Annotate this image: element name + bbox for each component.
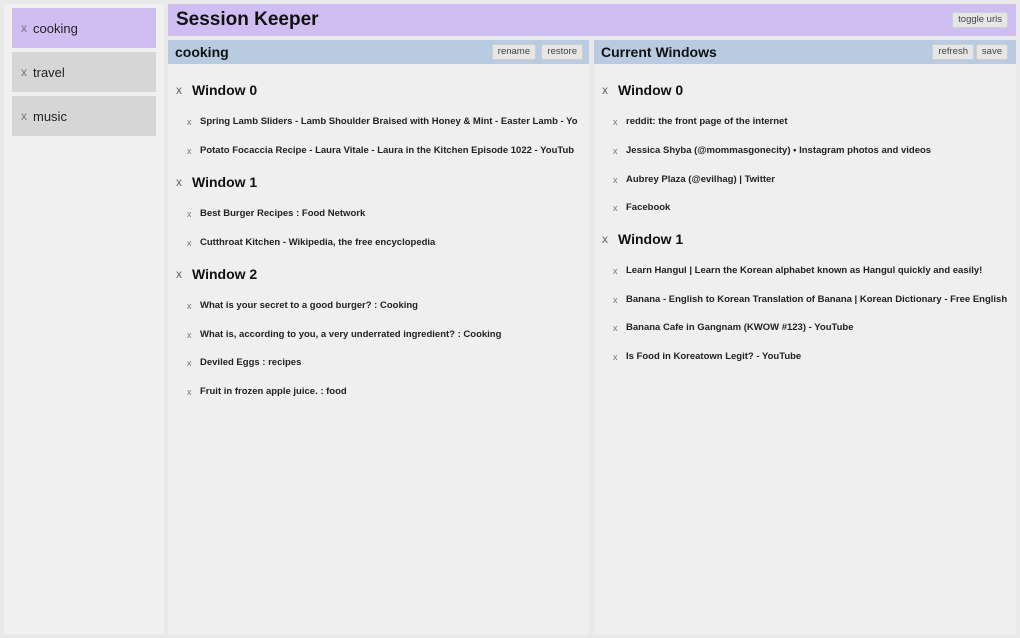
close-icon[interactable]: x <box>187 386 192 397</box>
close-icon[interactable]: x <box>21 21 27 35</box>
close-icon[interactable]: x <box>613 351 618 362</box>
close-icon[interactable]: x <box>187 208 192 219</box>
tab-title[interactable]: reddit: the front page of the internet <box>626 116 788 127</box>
window-title: Window 1 <box>192 174 258 190</box>
session-panel-title: cooking <box>175 44 229 60</box>
tab-item[interactable] <box>187 208 583 219</box>
window-title: Window 0 <box>618 82 684 98</box>
close-icon[interactable]: x <box>176 267 182 281</box>
close-icon[interactable]: x <box>613 322 618 333</box>
tab-item[interactable] <box>187 116 583 127</box>
tab-item[interactable] <box>187 145 583 156</box>
session-item-travel[interactable] <box>12 52 156 92</box>
session-item-music[interactable] <box>12 96 156 136</box>
tab-item[interactable] <box>187 386 583 397</box>
tab-item[interactable] <box>187 300 583 311</box>
refresh-button[interactable]: refresh <box>932 44 974 60</box>
session-label: travel <box>33 64 65 80</box>
rename-button[interactable]: rename <box>492 44 536 60</box>
tab-item[interactable] <box>187 237 583 248</box>
close-icon[interactable]: x <box>613 202 618 213</box>
save-button[interactable]: save <box>976 44 1008 60</box>
close-icon[interactable]: x <box>613 265 618 276</box>
close-icon[interactable]: x <box>613 145 618 156</box>
close-icon[interactable]: x <box>21 109 27 123</box>
window-title: Window 1 <box>618 231 684 247</box>
app-header <box>168 4 1016 36</box>
tab-item[interactable] <box>613 322 1011 333</box>
tab-title[interactable]: Learn Hangul | Learn the Korean alphabet known as Hangul quickly and easily! <box>626 265 983 276</box>
app-title: Session Keeper <box>176 9 319 30</box>
close-icon[interactable]: x <box>613 174 618 185</box>
window-header <box>602 231 683 247</box>
close-icon[interactable]: x <box>613 294 618 305</box>
close-icon[interactable]: x <box>21 65 27 79</box>
tab-title[interactable]: Cutthroat Kitchen - Wikipedia, the free encyclopedia <box>200 237 436 248</box>
close-icon[interactable]: x <box>187 145 192 156</box>
tab-title[interactable]: Potato Focaccia Recipe - Laura Vitale - Laura in the Kitchen Episode 1022 - YouTub <box>200 145 575 156</box>
window-header <box>176 82 257 98</box>
close-icon[interactable]: x <box>187 116 192 127</box>
current-windows-title: Current Windows <box>601 44 717 60</box>
window-header <box>602 82 683 98</box>
session-label: music <box>33 108 67 124</box>
close-icon[interactable]: x <box>613 116 618 127</box>
tab-title[interactable]: What is, according to you, a very underrated ingredient? : Cooking <box>200 329 502 340</box>
close-icon[interactable]: x <box>187 237 192 248</box>
close-icon[interactable]: x <box>602 232 608 246</box>
tab-item[interactable] <box>187 357 583 368</box>
tab-item[interactable] <box>613 265 1011 276</box>
sidebar <box>4 4 164 634</box>
current-windows-panel <box>594 40 1016 634</box>
restore-button[interactable]: restore <box>541 44 583 60</box>
close-icon[interactable]: x <box>187 300 192 311</box>
tab-title[interactable]: Banana Cafe in Gangnam (KWOW #123) - YouTube <box>626 322 854 333</box>
current-windows-header <box>594 40 1016 64</box>
session-item-cooking[interactable] <box>12 8 156 48</box>
close-icon[interactable]: x <box>176 83 182 97</box>
tab-item[interactable] <box>187 329 583 340</box>
tab-title[interactable]: Best Burger Recipes : Food Network <box>200 208 366 219</box>
tab-item[interactable] <box>613 145 1011 156</box>
session-label: cooking <box>33 20 78 36</box>
close-icon[interactable]: x <box>187 357 192 368</box>
close-icon[interactable]: x <box>187 329 192 340</box>
tab-title[interactable]: Aubrey Plaza (@evilhag) | Twitter <box>626 174 775 185</box>
window-header <box>176 266 257 282</box>
tab-item[interactable] <box>613 202 1011 213</box>
tab-title[interactable]: Banana - English to Korean Translation of Banana | Korean Dictionary - Free English <box>626 294 1008 305</box>
tab-title[interactable]: Is Food in Koreatown Legit? - YouTube <box>626 351 802 362</box>
tab-item[interactable] <box>613 174 1011 185</box>
close-icon[interactable]: x <box>176 175 182 189</box>
tab-title[interactable]: What is your secret to a good burger? : Cooking <box>200 300 418 311</box>
tab-title[interactable]: Facebook <box>626 202 671 213</box>
tab-title[interactable]: Deviled Eggs : recipes <box>200 357 302 368</box>
toggle-urls-button[interactable]: toggle urls <box>952 12 1008 28</box>
tab-item[interactable] <box>613 351 1011 362</box>
tab-title[interactable]: Spring Lamb Sliders - Lamb Shoulder Braised with Honey & Mint - Easter Lamb - Yo <box>200 116 578 127</box>
tab-item[interactable] <box>613 294 1011 305</box>
tab-item[interactable] <box>613 116 1011 127</box>
tab-title[interactable]: Jessica Shyba (@mommasgonecity) • Instagram photos and videos <box>626 145 932 156</box>
window-title: Window 2 <box>192 266 258 282</box>
tab-title[interactable]: Fruit in frozen apple juice. : food <box>200 386 347 397</box>
window-title: Window 0 <box>192 82 258 98</box>
window-header <box>176 174 257 190</box>
session-panel-header <box>168 40 589 64</box>
close-icon[interactable]: x <box>602 83 608 97</box>
session-panel <box>168 40 589 634</box>
